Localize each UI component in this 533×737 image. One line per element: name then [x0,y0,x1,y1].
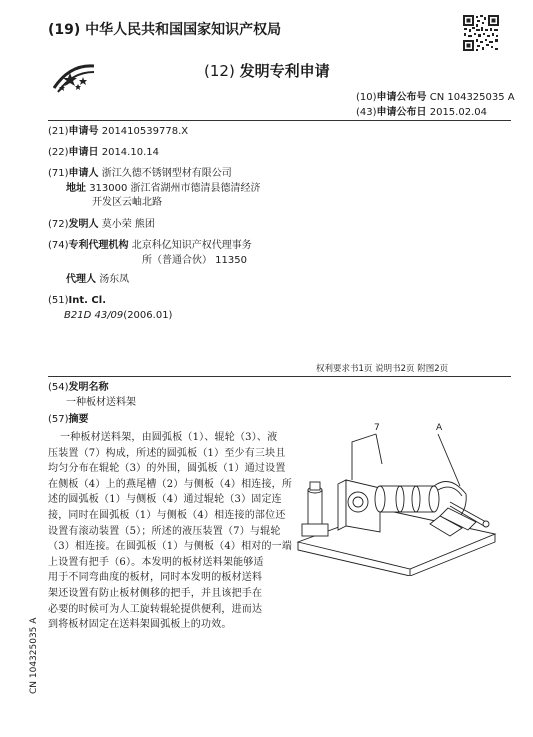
pub-date-value: 2015.02.04 [429,107,487,118]
applicant-code: (71) [48,168,69,179]
abstract-line: 到将板材固定在送料架圆弧板上的功效。 [48,619,232,631]
abstract-label: 摘要 [68,414,89,425]
agent-label: 代理人 [66,274,96,285]
intcl-class: B21D 43/09 [64,310,124,321]
applicant-value: 浙江久德不锈钢型材有限公司 [101,168,232,179]
intcl-label: Int. Cl. [68,295,106,306]
abstract-line: 用于不同弯曲度的板材，同时本发明的板材送料 [48,572,263,584]
abstract-line: 述的圆弧板（1）与侧板（4）通过辊轮（3）固定连 [48,494,282,506]
pub-date-code: (43) [356,107,377,118]
office-code: (19) [48,22,81,38]
int-cl-value [64,310,172,322]
app-no-label: 申请号 [68,126,99,137]
doc-type-label: 发明专利申请 [239,62,330,80]
title-code: (54) [48,382,69,393]
abstract-line: 必要的时候可为人工旋转辊轮提供便利，进而达 [48,603,263,615]
abstract-line: 一种板材送料架，由圆弧板（1）、辊轮（3）、液 [60,432,278,443]
address-line2: 开发区云岫北路 [92,197,162,208]
app-no-value: 201410539778.X [101,126,189,137]
abstract-line: （3）相连接。在圆弧板（1）与侧板（4）相对的一端 [48,541,293,553]
applicant [48,168,232,180]
side-publication-number: CN 104325035 A [29,617,39,694]
inventors-label: 发明人 [68,219,99,230]
pub-no-code: (10) [356,92,377,103]
application-date [48,147,159,159]
publication-date [356,107,487,119]
label-7: 7 [374,423,380,433]
app-no-code: (21) [48,126,69,137]
patent-agency [48,240,252,252]
office-header [48,22,281,38]
title-heading [48,382,109,394]
header-divider [48,120,511,121]
applicant-label: 申请人 [68,168,99,179]
address-label: 地址 [66,183,86,194]
abstract-line: 在侧板（4）上的燕尾槽（2）与侧板（4）相连接，所 [48,478,293,490]
agency-label: 专利代理机构 [68,240,129,251]
app-date-value: 2014.10.14 [101,147,159,158]
title-label: 发明名称 [68,382,109,393]
inventors-value: 莫小荣 熊团 [101,219,155,230]
pub-no-label: 申请公布号 [376,92,427,103]
address-line1: 313000 浙江省湖州市德清县德清经济 [89,183,261,194]
cnipa-logo-icon [48,58,98,94]
agent [66,274,129,286]
abstract-line: 压装置（7）构成，所述的圆弧板（1）至少有三块且 [48,447,286,459]
abstract-code: (57) [48,414,69,425]
intcl-edition: (2006.01) [123,310,173,321]
abstract-line: 接，同时在圆弧板（1）与侧板（4）相连接的部位还 [48,509,286,521]
office-name: 中华人民共和国国家知识产权局 [85,22,282,38]
pub-date-label: 申请公布日 [376,107,427,118]
agency-line2: 所（普通合伙） 11350 [142,255,247,266]
doc-type-code: (12) [204,62,235,80]
agency-code: (74) [48,240,69,251]
figure-drawing [290,424,500,576]
abstract-line: 上设置有把手（6）。本发明的板材送料架能够适 [48,556,264,568]
invention-title: 一种板材送料架 [66,397,136,408]
pub-no-value: CN 104325035 A [429,92,515,103]
abstract-text [48,430,308,633]
applicant-address [66,183,261,195]
abstract-heading [48,414,89,426]
inventors-code: (72) [48,219,69,230]
agent-value: 汤东凤 [99,274,130,285]
publication-number [356,92,515,104]
app-date-label: 申请日 [68,147,99,158]
document-type [204,62,330,80]
app-date-code: (22) [48,147,69,158]
label-a: A [436,423,443,433]
pages-info: 权利要求书1页 说明书2页 附图2页 [316,364,449,374]
qr-code-icon [462,14,500,52]
abstract-line: 架还设置有防止板材侧移的把手，并且该把手在 [48,587,263,599]
int-cl [48,295,106,307]
inventors [48,219,155,231]
pages-divider [48,376,511,377]
intcl-code: (51) [48,295,69,306]
agency-line1: 北京科亿知识产权代理事务 [131,240,252,251]
abstract-line: 均匀分布在辊轮（3）的外围，圆弧板（1）通过设置 [48,463,286,475]
abstract-line: 设置有滚动装置（5）；所述的液压装置（7）与辊轮 [48,525,281,537]
application-number [48,126,188,138]
